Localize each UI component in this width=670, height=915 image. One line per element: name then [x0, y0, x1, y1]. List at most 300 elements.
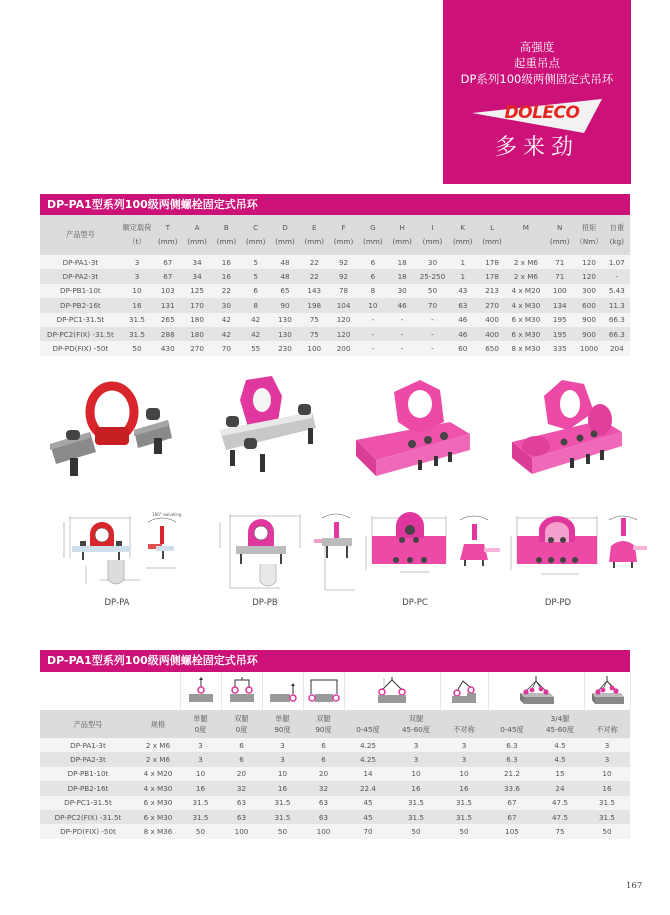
hero-line-2: 起重吊点 [514, 56, 560, 70]
load-cell: 20 [236, 769, 247, 779]
table-row [40, 824, 630, 838]
value-cell: - [431, 329, 434, 339]
header-label: H [399, 223, 405, 232]
model-cell: DP-PA1-3t [70, 740, 106, 750]
header-label: 双腿 [234, 714, 249, 723]
header-label [440, 713, 488, 724]
load-cell: 6 [239, 740, 244, 750]
header-unit: (mm) [187, 237, 207, 246]
load-cell: 3 [604, 740, 610, 750]
load-cell: 22.4 [359, 783, 376, 793]
value-cell: 6 [253, 286, 258, 296]
hero-banner [443, 0, 631, 184]
load-cell: 63 [318, 812, 329, 822]
value-cell: 1.07 [608, 257, 625, 267]
header-label: 单腿 [193, 714, 208, 723]
load-cell: 3 [461, 755, 467, 765]
load-cell: 32 [236, 783, 247, 793]
value-cell: 42 [251, 315, 261, 325]
header-angle: 不对称 [596, 725, 618, 734]
header-label [488, 713, 536, 724]
header-unit: (mm) [392, 237, 412, 246]
header-angle: 0度 [235, 725, 248, 734]
load-cell: 105 [505, 827, 519, 837]
value-cell: 213 [485, 286, 499, 296]
header-unit: (mm) [549, 237, 570, 246]
load-cell: 16 [459, 783, 469, 793]
value-cell: 46 [458, 329, 468, 339]
load-cell: 50 [195, 827, 206, 837]
value-cell: 400 [485, 329, 499, 339]
header-label: L [490, 223, 495, 232]
spec-col-header [329, 215, 358, 255]
value-cell: - [400, 315, 404, 325]
value-cell: 125 [190, 286, 204, 296]
value-cell: 6 [370, 272, 376, 282]
multi-leg-angle-icon [516, 675, 556, 705]
spec-col-header [604, 215, 630, 255]
header-spec: 规格 [136, 710, 180, 738]
load-cell: 10 [277, 769, 288, 779]
load-cell: 14 [363, 769, 373, 779]
value-cell: 31.5 [128, 329, 145, 339]
header-label: 双腿 [408, 714, 424, 723]
value-cell: 265 [160, 315, 175, 325]
load-cell: 3 [198, 740, 203, 750]
value-cell: 65 [280, 286, 290, 296]
spec-col-header [121, 215, 153, 255]
load-cell: 6.3 [506, 755, 518, 765]
value-cell: 120 [336, 315, 351, 325]
load-cell: 31.5 [455, 798, 472, 808]
technical-drawings [40, 508, 640, 608]
load-cell: 4.25 [359, 740, 376, 750]
spec-table-header [40, 215, 630, 255]
model-cell: DP-PC1-31.5t [56, 315, 105, 325]
load-cell: 67 [507, 798, 517, 808]
value-cell: 22 [309, 272, 319, 282]
spec-col-header [300, 215, 329, 255]
table-row [40, 298, 630, 312]
load-col-header [221, 710, 262, 738]
load-cell: 24 [555, 783, 565, 793]
load-col-header [180, 710, 221, 738]
load-cell: 50 [602, 827, 612, 837]
header-angle: 90度 [315, 725, 332, 734]
table-row [40, 810, 630, 824]
header-label: E [312, 223, 317, 232]
table-row [40, 327, 630, 341]
load-cell: 50 [411, 827, 421, 837]
load-cell: 3 [413, 740, 419, 750]
drawing-dp-pd [505, 508, 650, 598]
load-cell: 31.5 [274, 812, 291, 822]
value-cell: 18 [397, 272, 407, 282]
value-cell: 4 x M30 [511, 300, 541, 310]
load-cell: 31.5 [407, 798, 424, 808]
header-label: 单腿 [275, 714, 290, 723]
header-label: N [557, 223, 563, 232]
header-label: 3/4腿 [550, 714, 570, 723]
load-cell: 3 [461, 740, 467, 750]
value-cell: 143 [307, 286, 322, 296]
header-unit: (mm) [216, 237, 237, 246]
swivel-annotation: 180° swiveling [152, 512, 182, 517]
value-cell: 198 [307, 300, 322, 310]
value-cell: 10 [368, 300, 378, 310]
header-label: T [165, 223, 170, 232]
value-cell: 5.43 [608, 286, 625, 296]
load-cell: 31.5 [455, 812, 472, 822]
spec-cell: 6 x M30 [143, 812, 173, 822]
label-dp-pd: DP-PD [544, 598, 572, 608]
load-cell: 6 [239, 755, 244, 765]
load-cell: 10 [602, 769, 612, 779]
load-cell: 16 [602, 783, 612, 793]
single-leg-0-icon [186, 676, 216, 704]
value-cell: 6 x M30 [511, 329, 541, 339]
header-label: D [282, 223, 288, 232]
value-cell: 71 [555, 257, 565, 267]
value-cell: 71 [555, 272, 565, 282]
value-cell: 16 [221, 272, 231, 282]
value-cell: 11.3 [608, 300, 625, 310]
value-cell: 100 [307, 344, 322, 354]
value-cell: 8 [253, 300, 258, 310]
value-cell: 16 [221, 257, 231, 267]
value-cell: 42 [221, 315, 231, 325]
spec-table [40, 215, 630, 356]
value-cell: 130 [278, 329, 292, 339]
value-cell: 103 [160, 286, 175, 296]
value-cell: 178 [485, 272, 499, 282]
value-cell: 5 [253, 257, 258, 267]
load-cell: 16 [277, 783, 288, 793]
hero-line-3: DP系列100级两侧固定式吊环 [460, 72, 614, 86]
table-row [40, 767, 630, 781]
load-cell: 45 [363, 812, 373, 822]
header-label: F [341, 223, 346, 232]
load-cell: 47.5 [551, 812, 568, 822]
header-unit: (kg) [609, 237, 625, 246]
header-label: G [370, 223, 376, 232]
load-cell: 10 [459, 769, 469, 779]
value-cell: 70 [427, 300, 438, 310]
header-unit: (mm) [422, 237, 443, 246]
load-cell: 32 [318, 783, 329, 793]
table-row [40, 255, 630, 269]
load-cell: 4.5 [554, 755, 566, 765]
header-angle: 0-45度 [356, 725, 380, 734]
value-cell: 1000 [579, 344, 599, 354]
load-cell: 4.25 [359, 755, 376, 765]
value-cell: 900 [582, 329, 596, 339]
load-cell: 3 [198, 755, 203, 765]
value-cell: 30 [427, 257, 438, 267]
value-cell: 230 [278, 344, 292, 354]
spec-cell: 4 x M20 [143, 769, 173, 779]
spec-col-header [153, 215, 182, 255]
spec-col-header [388, 215, 417, 255]
value-cell: 78 [338, 286, 349, 296]
value-cell: 63 [458, 300, 468, 310]
header-angle: 45-60度 [401, 725, 431, 734]
spec-col-header [182, 215, 211, 255]
value-cell: 75 [309, 315, 319, 325]
value-cell: 400 [485, 315, 499, 325]
load-cell: 31.5 [274, 798, 291, 808]
value-cell: 6 [370, 257, 376, 267]
value-cell: 180 [190, 329, 204, 339]
load-cell: 16 [195, 783, 206, 793]
spec-col-header [241, 215, 270, 255]
load-cell: 50 [277, 827, 288, 837]
value-cell: 900 [582, 315, 596, 325]
header-label: K [460, 223, 466, 232]
value-cell: 8 x M30 [511, 344, 541, 354]
spec-col-header [270, 215, 299, 255]
spec-col-header [507, 215, 545, 255]
doleco-logo [472, 97, 602, 135]
header-angle: 不对称 [453, 725, 475, 734]
load-col-header [392, 710, 440, 738]
value-cell: 31.5 [128, 315, 145, 325]
value-cell: 92 [338, 272, 349, 282]
value-cell: 90 [280, 300, 290, 310]
value-cell: 288 [160, 329, 175, 339]
drawing-dp-pc [360, 508, 505, 598]
load-cell: 45 [363, 798, 373, 808]
load-cell: 4.5 [554, 740, 566, 750]
load-cell: 31.5 [192, 798, 209, 808]
table-row [40, 752, 630, 766]
value-cell: 120 [336, 329, 351, 339]
model-cell: DP-PC1-31.5t [64, 798, 112, 808]
table1-title-bar: DP-PA1型系列100级两侧螺栓固定式吊环 [40, 194, 630, 216]
spec-col-header [574, 215, 603, 255]
load-cell: 67 [507, 812, 517, 822]
load-cell: 10 [195, 769, 206, 779]
load-cell: 6 [321, 755, 326, 765]
header-unit: (mm) [275, 237, 295, 246]
header-label: 额定载荷 [122, 223, 152, 232]
spec-cell: 8 x M36 [143, 827, 173, 837]
load-cell: 63 [236, 812, 247, 822]
header-unit: (mm) [482, 237, 502, 246]
value-cell: 48 [280, 257, 290, 267]
header-angle: 0度 [194, 725, 207, 734]
load-cell: 21.2 [503, 769, 520, 779]
load-col-header [584, 710, 630, 738]
header-label [344, 713, 392, 724]
value-cell: 50 [132, 344, 142, 354]
load-cell: 75 [555, 827, 565, 837]
spec-cell: 2 x M6 [145, 755, 171, 765]
value-cell: 200 [336, 344, 351, 354]
value-cell: - [371, 344, 375, 354]
value-cell: 3 [134, 257, 140, 267]
value-cell: 4 x M20 [511, 286, 541, 296]
spec-col-header [40, 215, 121, 255]
header-angle: 45-60度 [545, 725, 575, 734]
value-cell: 2 x M6 [513, 257, 538, 267]
load-cell: 3 [280, 755, 285, 765]
value-cell: 34 [192, 272, 202, 282]
product-photo-dp-pd [490, 372, 635, 482]
drawing-dp-pb [210, 508, 355, 598]
load-cell: 3 [413, 755, 419, 765]
label-dp-pc: DP-PC [402, 598, 428, 608]
page-number: 167 [626, 881, 643, 891]
value-cell: - [371, 329, 375, 339]
value-cell: - [431, 344, 434, 354]
value-cell: 195 [552, 315, 567, 325]
value-cell: 600 [582, 300, 596, 310]
value-cell: 48 [280, 272, 290, 282]
table-row [40, 284, 630, 298]
load-cell: 3 [604, 755, 610, 765]
table2-title-bar: DP-PA1型系列100级两侧螺栓固定式吊环 [40, 650, 630, 672]
load-cell: 31.5 [598, 812, 615, 822]
spec-col-header [477, 215, 506, 255]
load-cell: 33.6 [503, 783, 520, 793]
value-cell: 120 [582, 257, 596, 267]
header-label: 双腿 [316, 714, 331, 723]
header-angle: 90度 [274, 725, 291, 734]
load-cell: 20 [318, 769, 329, 779]
load-cell: 100 [234, 827, 249, 837]
table-row [40, 313, 630, 327]
value-cell: 22 [309, 257, 319, 267]
load-col-header [488, 710, 536, 738]
table-row [40, 796, 630, 810]
value-cell: 42 [221, 329, 231, 339]
value-cell: 5 [253, 272, 258, 282]
value-cell: 178 [485, 257, 499, 267]
label-dp-pb: DP-PB [252, 598, 278, 608]
logo-text: DOLECO [504, 103, 580, 123]
model-cell: DP-PD(FIX) -50t [60, 827, 116, 837]
load-cell: 10 [411, 769, 421, 779]
double-leg-angle-icon [372, 676, 412, 704]
value-cell: 75 [309, 329, 319, 339]
header-label [584, 713, 630, 724]
brand-cn: 多来劲 [494, 135, 579, 160]
value-cell: 70 [221, 344, 231, 354]
table-row [40, 341, 630, 355]
value-cell: 60 [458, 344, 468, 354]
value-cell: 30 [397, 286, 407, 296]
value-cell: 8 [370, 286, 376, 296]
header-unit: (mm) [157, 237, 178, 246]
model-cell: DP-PB1-10t [67, 769, 109, 779]
load-col-header [440, 710, 488, 738]
header-label: C [253, 223, 259, 232]
load-col-header [344, 710, 392, 738]
load-cell: 31.5 [598, 798, 615, 808]
value-cell: 22 [221, 286, 231, 296]
header-label: 产品型号 [66, 230, 95, 239]
load-cell: 6 [321, 740, 326, 750]
header-unit: (mm) [304, 237, 325, 246]
double-leg-asym-icon [449, 676, 479, 704]
load-col-header [303, 710, 344, 738]
model-cell: DP-PB2-16t [60, 300, 101, 310]
value-cell: 300 [582, 286, 596, 296]
value-cell: 2 x M6 [513, 272, 538, 282]
load-icon-row [40, 672, 630, 710]
value-cell: 55 [251, 344, 261, 354]
header-unit [507, 235, 545, 249]
product-photo-dp-pc [340, 372, 485, 482]
header-model: 产品型号 [40, 710, 136, 738]
value-cell: 10 [132, 286, 142, 296]
value-cell: 16 [132, 300, 142, 310]
model-cell: DP-PB1-10t [60, 286, 101, 296]
header-label: B [223, 223, 229, 232]
value-cell: 430 [160, 344, 175, 354]
value-cell: 134 [552, 300, 567, 310]
value-cell: 1 [460, 257, 466, 267]
spec-col-header [212, 215, 241, 255]
value-cell: 270 [190, 344, 204, 354]
value-cell: 335 [552, 344, 567, 354]
header-unit: (mm) [363, 237, 383, 246]
hero-line-1: 高强度 [519, 40, 555, 54]
header-angle: 0-45度 [500, 725, 524, 734]
value-cell: 170 [190, 300, 204, 310]
value-cell: 50 [427, 286, 438, 296]
value-cell: 67 [163, 257, 173, 267]
value-cell: 270 [485, 300, 499, 310]
drawing-dp-pa [60, 508, 205, 598]
header-label: M [522, 223, 529, 232]
spec-cell: 2 x M6 [145, 740, 171, 750]
model-cell: DP-PC2(FIX) -31.5t [54, 812, 122, 822]
load-table-header [40, 710, 630, 738]
spec-col-header [545, 215, 574, 255]
value-cell: 92 [338, 257, 349, 267]
spec-col-header [448, 215, 477, 255]
product-photo-dp-pb [190, 372, 335, 482]
value-cell: 100 [552, 286, 567, 296]
value-cell: 6 x M30 [511, 315, 541, 325]
table-row [40, 781, 630, 795]
value-cell: 42 [251, 329, 261, 339]
header-label: 自重 [609, 223, 625, 232]
load-col-header [536, 710, 584, 738]
value-cell: 66.3 [608, 315, 625, 325]
value-cell: 1 [460, 272, 466, 282]
load-cell: 63 [318, 798, 329, 808]
load-table [40, 672, 631, 839]
model-cell: DP-PA1-3t [62, 257, 99, 267]
table-row [40, 269, 630, 283]
load-cell: 50 [459, 827, 469, 837]
spec-cell: 4 x M30 [143, 783, 173, 793]
value-cell: 46 [397, 300, 407, 310]
multi-leg-asym-icon [589, 675, 625, 705]
value-cell: 650 [485, 344, 499, 354]
header-label: A [194, 223, 200, 232]
load-cell: 70 [363, 827, 373, 837]
header-label: 扭矩 [581, 223, 597, 232]
header-unit: （Nm） [575, 237, 603, 246]
value-cell: 120 [582, 272, 596, 282]
header-unit: (mm) [333, 237, 354, 246]
model-cell: DP-PC2(FIX) -31.5t [47, 329, 114, 339]
load-cell: 15 [555, 769, 565, 779]
